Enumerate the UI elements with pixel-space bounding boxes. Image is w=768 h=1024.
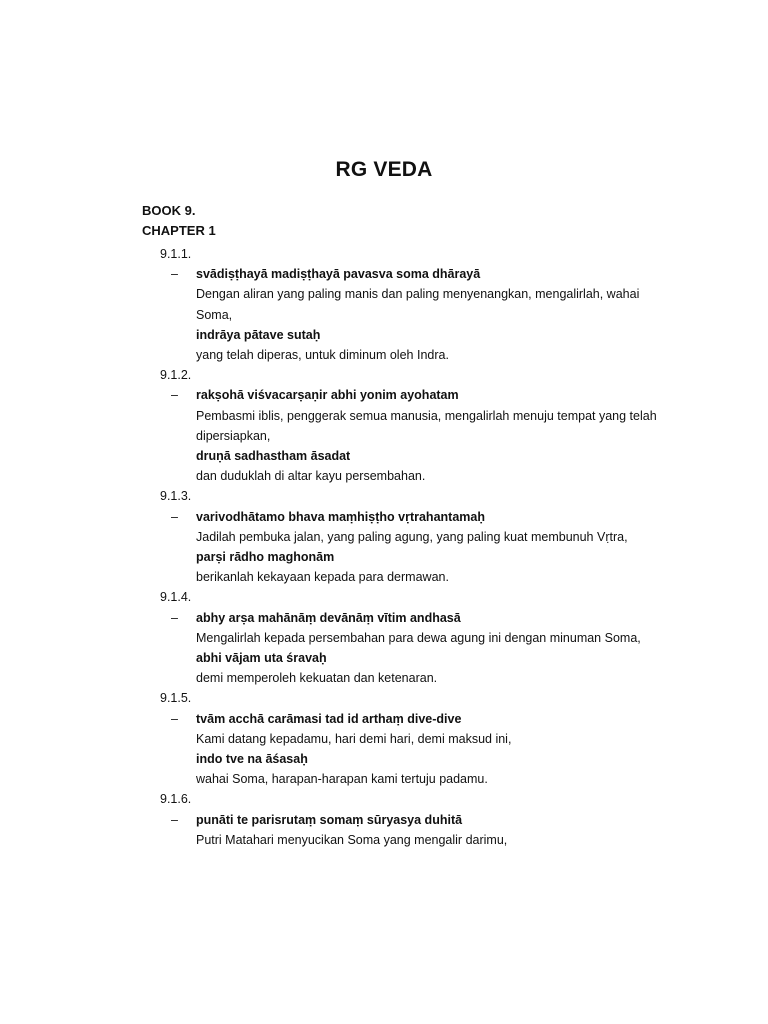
verse-block [0, 244, 768, 365]
translation-line: wahai Soma, harapan-harapan kami tertuju padamu. [196, 772, 488, 787]
translation-line: Kami datang kepadamu, hari demi hari, demi maksud ini, [196, 731, 512, 746]
translation-line: demi memperoleh kekuatan dan ketenaran. [196, 671, 438, 686]
translation-line: Jadilah pembuka jalan, yang paling agung, yang paling kuat membunuh Vṛtra, [196, 529, 628, 544]
translation-line: Dengan aliran yang paling manis dan paling menyenangkan, mengalirlah, wahai Soma, [196, 287, 640, 322]
verse-body [171, 709, 676, 790]
sanskrit-line: indrāya pātave sutaḥ [196, 327, 321, 342]
dash-bullet: – [171, 711, 178, 726]
verse-number: 9.1.1. [160, 247, 192, 261]
sanskrit-line: svādiṣṭhayā madiṣṭhayā pavasva soma dhārayā [196, 267, 481, 282]
verse-list [0, 244, 768, 850]
dash-bullet: – [171, 267, 178, 282]
verse-number: 9.1.3. [160, 489, 192, 504]
sanskrit-line: tvām acchā carāmasi tad id arthaṃ dive-dive [196, 711, 462, 726]
verse-number: 9.1.2. [160, 368, 192, 383]
verse-number: 9.1.4. [160, 590, 192, 605]
chapter-heading: CHAPTER 1 [142, 223, 216, 238]
sanskrit-line: punāti te parisrutaṃ somaṃ sūryasya duhitā [196, 812, 463, 827]
verse-body [171, 507, 676, 588]
sanskrit-line: parṣi rādho maghonām [196, 550, 335, 564]
translation-line: Putri Matahari menyucikan Soma yang mengalir darimu, [196, 832, 508, 847]
translation-line: yang telah diperas, untuk diminum oleh Indra. [196, 348, 449, 362]
verse-block [0, 486, 768, 587]
verse-number: 9.1.5. [160, 691, 192, 706]
verse-block [0, 688, 768, 789]
dash-bullet: – [171, 509, 178, 524]
sanskrit-line: varivodhātamo bhava maṃhiṣṭho vṛtrahantamaḥ [196, 509, 485, 524]
translation-line: dan duduklah di altar kayu persembahan. [196, 469, 426, 484]
sanskrit-line: rakṣohā viśvacarṣaṇir abhi yonim ayohatam [196, 388, 459, 403]
book-heading: BOOK 9. [142, 203, 196, 218]
dash-bullet: – [171, 812, 178, 827]
translation-line: berikanlah kekayaan kepada para dermawan. [196, 570, 449, 585]
page-title: RG VEDA [335, 158, 433, 181]
dash-bullet: – [171, 610, 178, 625]
sanskrit-line: druṇā sadhastham āsadat [196, 449, 351, 463]
dash-bullet: – [171, 388, 178, 403]
translation-line: Pembasmi iblis, penggerak semua manusia, mengalirlah menuju tempat yang telah dipersiapkan, [196, 408, 657, 443]
sanskrit-line: abhi vājam uta śravaḥ [196, 651, 327, 665]
verse-block [0, 587, 768, 688]
verse-block [0, 789, 768, 850]
sanskrit-line: abhy arṣa mahānāṃ devānāṃ vītim andhasā [196, 610, 461, 625]
verse-block [0, 365, 768, 486]
verse-body [171, 608, 676, 689]
verse-body [171, 264, 676, 365]
verse-body [171, 385, 676, 486]
translation-line: Mengalirlah kepada persembahan para dewa agung ini dengan minuman Soma, [196, 630, 641, 645]
sanskrit-line: indo tve na āśasaḥ [196, 752, 308, 766]
verse-body [171, 810, 676, 850]
verse-number: 9.1.6. [160, 792, 192, 807]
